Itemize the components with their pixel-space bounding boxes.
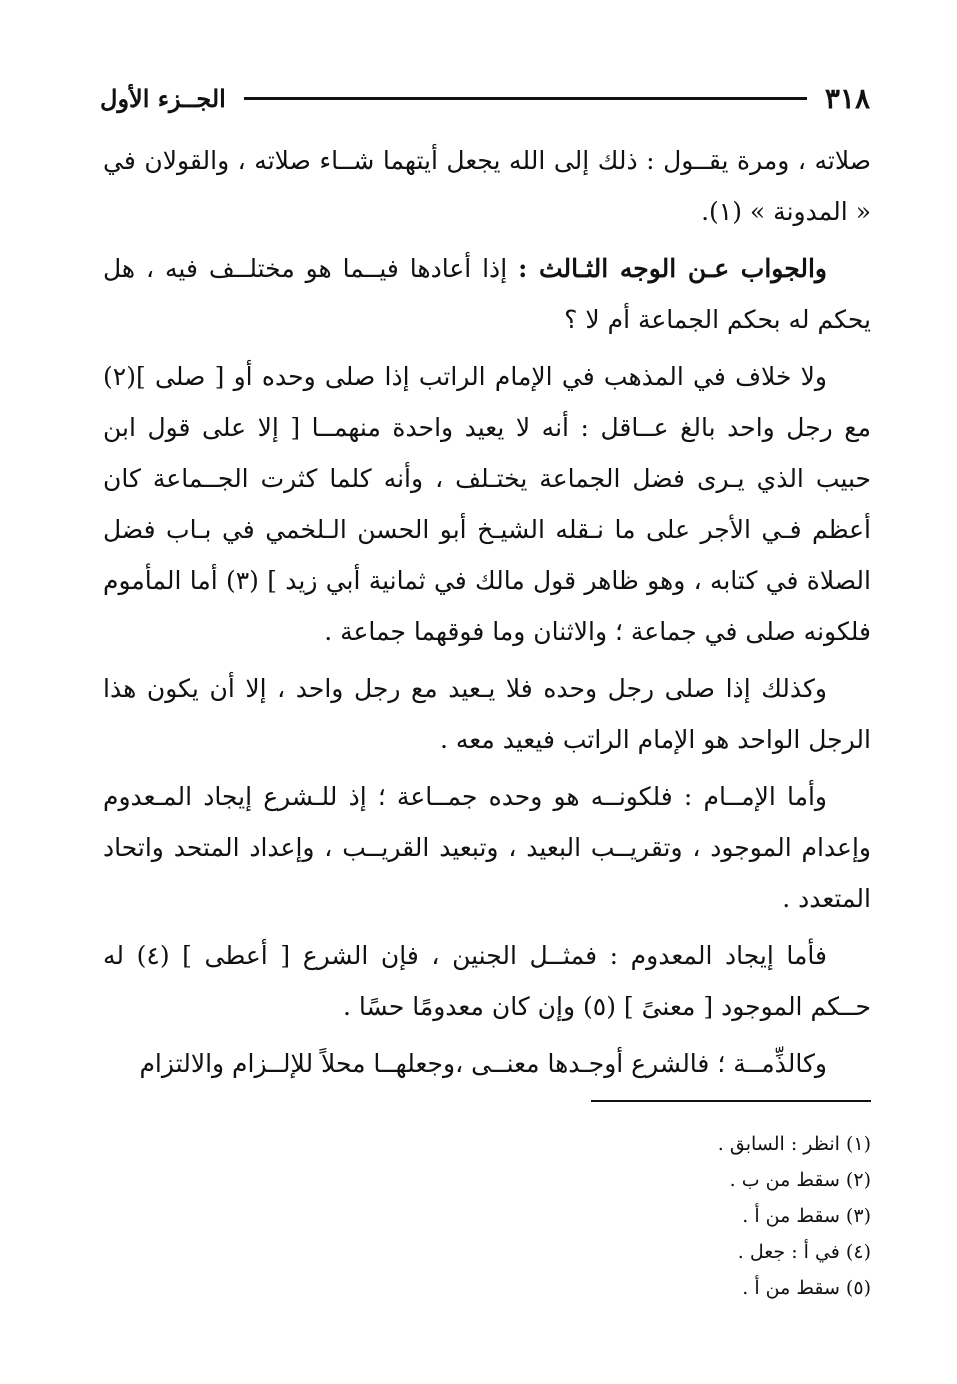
paragraph: وكالذِّمــة ؛ فالشرع أوجـدها معنــى ،وجعلهــا محلاً للإلــزام والالتزام — [139, 1049, 827, 1078]
paragraph: ولا خلاف في المذهب في الإمام الراتب إذا صلى وحده أو [ صلى ](٢) مع رجل واحد بالغ عــاقل : أنه لا يعيد واحدة منهمــا [ إلا على قول ابن حبيب الذي يـرى فضل الجماعة يختـلف ، وأنه كلما كثرت الجــماعة كان أعظم فـي الأجر على ما نـقله الشيـخ أبو الحسن الـلخمي في بـاب فضل الصلاة في كتابه ، وهو ظاهر قول مالك في ثمانية أبي زيد ] (٣) أما المأموم فلكونه صلى في جماعة ؛ والاثنان وما فوقهما جماعة . — [103, 362, 871, 646]
page-header — [100, 78, 870, 118]
header-rule — [244, 97, 807, 100]
page-number: ٣١٨ — [824, 81, 870, 115]
footnote: (٢) سقط من ب . — [729, 1169, 871, 1191]
volume-title: الجــزء الأول — [100, 83, 226, 113]
paragraph-lead: والجواب عـن الوجه الثـالث : — [518, 254, 827, 283]
paragraph — [103, 243, 871, 345]
paragraph: فأما إيجاد المعدوم : فمثــل الجنين ، فإن الشرع [ أعطى ] (٤) له حــكم الموجود [ معنىً ] (٥) وإن كان معدومًا حسًا . — [103, 941, 871, 1021]
footnote: (٣) سقط من أ . — [742, 1205, 871, 1227]
footnote: (٤) في أ : جعل . — [737, 1241, 871, 1263]
footnote: (٥) سقط من أ . — [742, 1277, 871, 1299]
footnotes — [371, 1126, 871, 1306]
footnote-rule — [591, 1100, 871, 1102]
paragraph: وكذلك إذا صلى رجل وحده فلا يـعيد مع رجل واحد ، إلا أن يكون هذا الرجل الواحد هو الإمام الراتب فيعيد معه . — [103, 674, 871, 754]
footnote: (١) انظر : السابق . — [717, 1133, 871, 1155]
paragraph-rest: إذا أعادها فيــما هو مختلــف فيه ، هل يحكم له بحكم الجماعة أم لا ؟ — [103, 254, 871, 334]
paragraph: وأما الإمــام : فلكونــه هو وحده جمــاعة ؛ إذ للـشرع إيجاد المـعدوم وإعدام الموجود ، وتقريــب البعيد ، وتبعيد القريــب ، وإعداد المتحد واتحاد المتعدد . — [103, 782, 871, 913]
paragraph: صلاته ، ومرة يقــول : ذلك إلى الله يجعل أيتهما شــاء صلاته ، والقولان في « المدونة » (١). — [103, 146, 871, 226]
body-text — [103, 135, 871, 1095]
